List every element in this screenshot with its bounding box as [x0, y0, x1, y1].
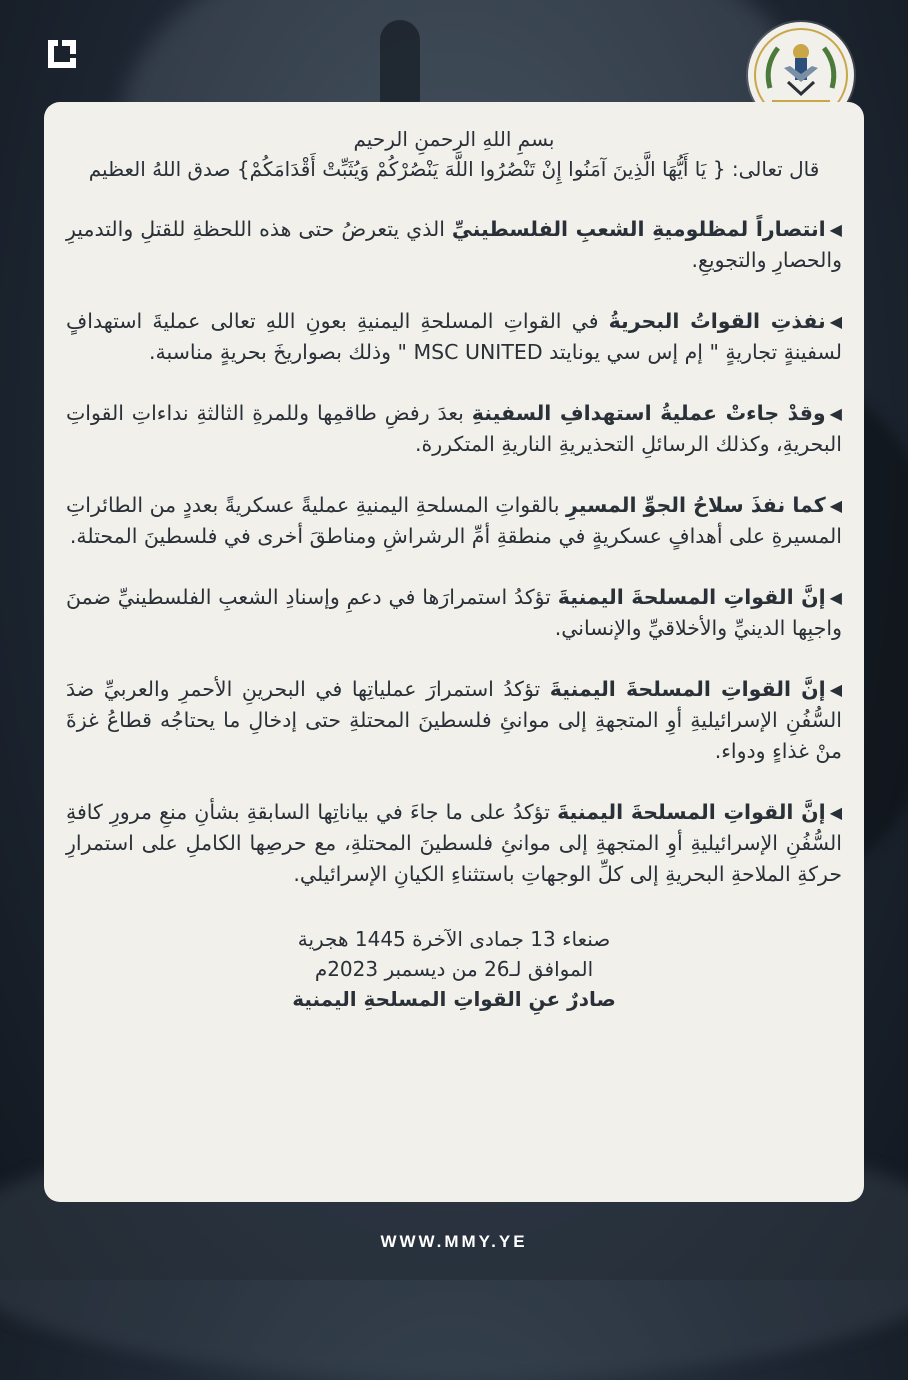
paragraph-text: بعدَ رفضِ طاقمِها وللمرةِ الثالثةِ نداءاتِ القواتِ البحريةِ، وكذلك الرسائلِ التحذيريةِ الناريةِ المتكررة. [66, 401, 842, 456]
statement-paragraph [66, 398, 842, 460]
website-link[interactable]: WWW.MMY.YE [380, 1232, 528, 1251]
statement-paragraph [66, 490, 842, 552]
paragraph-text: تؤكدُ استمرارَ عملياتِها في البحرينِ الأحمرِ والعربيِّ ضدَ السُّفُنِ الإسرائيليةِ أوِ المتجهةِ إلى موانئِ فلسطينَ المحتلةِ حتى إدخالِ ما يحتاجُه قطاعُ غزةَ منْ غذاءٍ ودواء. [66, 677, 842, 763]
bullet-arrow-icon: ◀ [829, 312, 843, 331]
statement-paragraph [66, 797, 842, 890]
bullet-arrow-icon: ◀ [829, 220, 842, 239]
bullet-arrow-icon: ◀ [829, 404, 842, 423]
quran-verse: قال تعالى: { يَا أَيُّهَا الَّذِينَ آمَنُوا إِنْ تَنْصُرُوا اللَّهَ يَنْصُرْكُمْ وَيُثَبِّتْ أَقْدَامَكُمْ} صدق اللهُ العظيم [88, 157, 820, 181]
statement-paragraph [66, 306, 842, 368]
basmala: بسمِ اللهِ الرحمنِ الرحيم [353, 127, 555, 151]
bullet-arrow-icon: ◀ [829, 803, 842, 822]
paragraph-lead: وقدْ جاءتْ عمليةُ استهدافِ السفينةِ [471, 401, 826, 425]
paragraph-lead: نفذتِ القواتُ البحريةُ [608, 309, 826, 333]
bullet-arrow-icon: ◀ [829, 496, 842, 515]
statement-card [44, 102, 864, 1202]
statement-footer [66, 924, 842, 1014]
paragraph-text: بالقواتِ المسلحةِ اليمنيةِ عمليةً عسكريةً بعددٍ من الطائراتِ المسيرةِ على أهدافٍ عسكريةٍ في منطقةِ أمِّ الرشراشِ ومناطقَ أخرى في فلسطينَ المحتلة. [66, 493, 842, 548]
statement-header [66, 124, 842, 184]
paragraph-text: الذي يتعرضُ حتى هذه اللحظةِ للقتلِ والتدميرِ والحصارِ والتجويعِ. [66, 217, 842, 272]
issuer-signature: صادرٌ عنِ القواتِ المسلحةِ اليمنية [292, 987, 616, 1011]
paragraph-text: تؤكدُ استمرارَها في دعمِ وإسنادِ الشعبِ الفلسطينيِّ ضمنَ واجبِها الدينيِّ والأخلاقيِّ والإنساني. [66, 585, 842, 640]
paragraph-text: تؤكدُ على ما جاءَ في بياناتِها السابقةِ بشأنِ منعِ مرورِ كافةِ السُّفُنِ الإسرائيليةِ أوِ المتجهةِ إلى موانئِ فلسطينَ المحتلةِ، مع حرصِها الكاملِ على استمرارِ حركةِ الملاحةِ البحريةِ إلى كلِّ الوجهاتِ باستثناءِ الكيانِ الإسرائيلي. [66, 800, 842, 886]
place-hijri-date: صنعاء 13 جمادى الآخرة 1445 هجرية [297, 927, 611, 951]
brand-logo-icon [44, 36, 80, 72]
paragraph-text: في القواتِ المسلحةِ اليمنيةِ بعونِ اللهِ تعالى عمليةَ استهدافٍ لسفينةٍ تجاريةٍ " إم إس سي يونايتد MSC UNITED " وذلك بصواريخَ بحريةٍ مناسبة. [66, 309, 842, 364]
paragraph-lead: إنَّ القواتِ المسلحةَ اليمنيةَ [549, 677, 826, 701]
gregorian-date: الموافق لـ26 من ديسمبر 2023م [314, 957, 594, 981]
bullet-arrow-icon: ◀ [829, 680, 842, 699]
paragraph-lead: كما نفذَ سلاحُ الجوِّ المسيرِ [566, 493, 826, 517]
statement-paragraph [66, 214, 842, 276]
bullet-arrow-icon: ◀ [829, 588, 842, 607]
statement-paragraph [66, 674, 842, 767]
paragraph-lead: إنَّ القواتِ المسلحةَ اليمنيةَ [557, 800, 826, 824]
statement-paragraph [66, 582, 842, 644]
paragraph-lead: إنَّ القواتِ المسلحةَ اليمنيةَ [557, 585, 826, 609]
paragraph-lead: انتصاراً لمظلوميةِ الشعبِ الفلسطينيِّ [451, 217, 826, 241]
